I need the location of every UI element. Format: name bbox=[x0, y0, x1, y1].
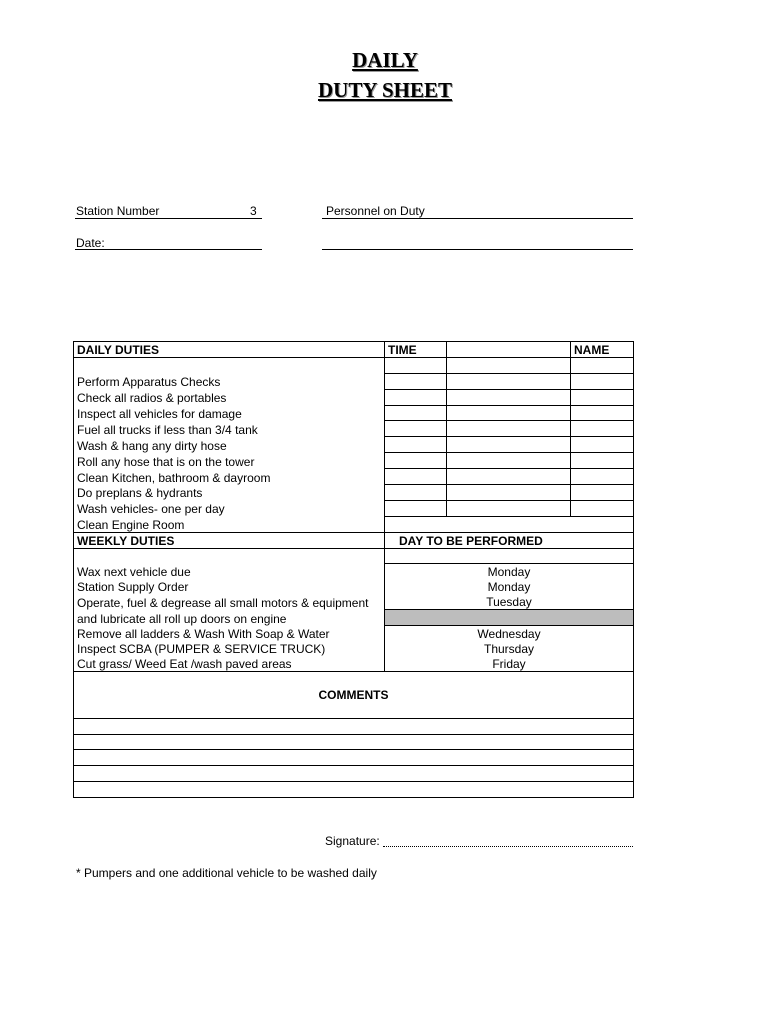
date-line[interactable] bbox=[75, 249, 262, 250]
weekly-task: Wax next vehicle due bbox=[74, 564, 385, 579]
table-row bbox=[74, 453, 634, 469]
daily-spacer-row bbox=[74, 357, 634, 373]
personnel-line-2[interactable] bbox=[322, 249, 633, 250]
comment-line bbox=[74, 750, 634, 766]
station-number-line[interactable] bbox=[75, 218, 262, 219]
comment-line bbox=[74, 766, 634, 782]
footnote: * Pumpers and one additional vehicle to be washed daily bbox=[76, 866, 377, 880]
station-number-value: 3 bbox=[250, 204, 257, 218]
daily-task: Do preplans & hydrants bbox=[74, 485, 385, 501]
weekly-day: Monday bbox=[385, 579, 634, 594]
weekly-task: Operate, fuel & degrease all small motors & equipment bbox=[74, 594, 385, 609]
weekly-day: Wednesday bbox=[385, 626, 634, 641]
daily-task: Roll any hose that is on the tower bbox=[74, 453, 385, 469]
table-row bbox=[74, 564, 634, 579]
comment-line bbox=[74, 734, 634, 750]
daily-task: Wash & hang any dirty hose bbox=[74, 437, 385, 453]
table-row bbox=[74, 500, 634, 516]
table-row bbox=[74, 469, 634, 485]
daily-task: Perform Apparatus Checks bbox=[74, 373, 385, 389]
table-row bbox=[74, 485, 634, 501]
personnel-label: Personnel on Duty bbox=[326, 204, 425, 218]
day-to-be-performed-header: DAY TO BE PERFORMED bbox=[385, 532, 634, 548]
daily-duties-header: DAILY DUTIES bbox=[74, 342, 385, 358]
weekly-spacer-row bbox=[74, 548, 634, 564]
name-header: NAME bbox=[571, 342, 634, 358]
weekly-day: Tuesday bbox=[385, 594, 634, 609]
daily-task: Clean Engine Room bbox=[74, 516, 385, 532]
table-row bbox=[74, 610, 634, 626]
table-row bbox=[74, 626, 634, 641]
weekly-day: Friday bbox=[385, 656, 634, 671]
table-row bbox=[74, 516, 634, 532]
table-row bbox=[74, 437, 634, 453]
signature-label: Signature: bbox=[325, 834, 380, 848]
weekly-day: Monday bbox=[385, 564, 634, 579]
personnel-line[interactable] bbox=[322, 218, 633, 219]
weekly-task: Remove all ladders & Wash With Soap & Water bbox=[74, 626, 385, 641]
weekly-day: Thursday bbox=[385, 641, 634, 656]
table-row bbox=[74, 579, 634, 594]
daily-task: Check all radios & portables bbox=[74, 389, 385, 405]
signature-line[interactable] bbox=[383, 846, 633, 847]
daily-task: Clean Kitchen, bathroom & dayroom bbox=[74, 469, 385, 485]
table-row bbox=[74, 656, 634, 671]
time-header: TIME bbox=[385, 342, 447, 358]
date-label: Date: bbox=[76, 236, 105, 250]
table-row bbox=[74, 389, 634, 405]
weekly-header-row bbox=[74, 532, 634, 548]
weekly-task: Station Supply Order bbox=[74, 579, 385, 594]
weekly-day-shaded bbox=[385, 610, 634, 626]
table-row bbox=[74, 641, 634, 656]
comments-header-row bbox=[74, 671, 634, 718]
comments-header: COMMENTS bbox=[74, 671, 634, 718]
blank-header bbox=[447, 342, 571, 358]
station-number-label: Station Number bbox=[76, 204, 160, 218]
table-row bbox=[74, 405, 634, 421]
daily-task: Wash vehicles- one per day bbox=[74, 500, 385, 516]
title-daily: DAILY bbox=[352, 48, 418, 72]
title-duty-sheet: DUTY SHEET bbox=[317, 78, 452, 102]
table-row bbox=[74, 594, 634, 609]
comment-line bbox=[74, 718, 634, 734]
daily-task: Inspect all vehicles for damage bbox=[74, 405, 385, 421]
daily-header-row bbox=[74, 342, 634, 358]
weekly-duties-header: WEEKLY DUTIES bbox=[74, 532, 385, 548]
weekly-task: Cut grass/ Weed Eat /wash paved areas bbox=[74, 656, 385, 671]
comment-line bbox=[74, 782, 634, 798]
weekly-task: and lubricate all roll up doors on engine bbox=[74, 610, 385, 626]
daily-task: Fuel all trucks if less than 3/4 tank bbox=[74, 421, 385, 437]
duty-table bbox=[73, 341, 634, 798]
table-row bbox=[74, 373, 634, 389]
duty-table-body bbox=[74, 342, 634, 798]
table-row bbox=[74, 421, 634, 437]
weekly-task: Inspect SCBA (PUMPER & SERVICE TRUCK) bbox=[74, 641, 385, 656]
